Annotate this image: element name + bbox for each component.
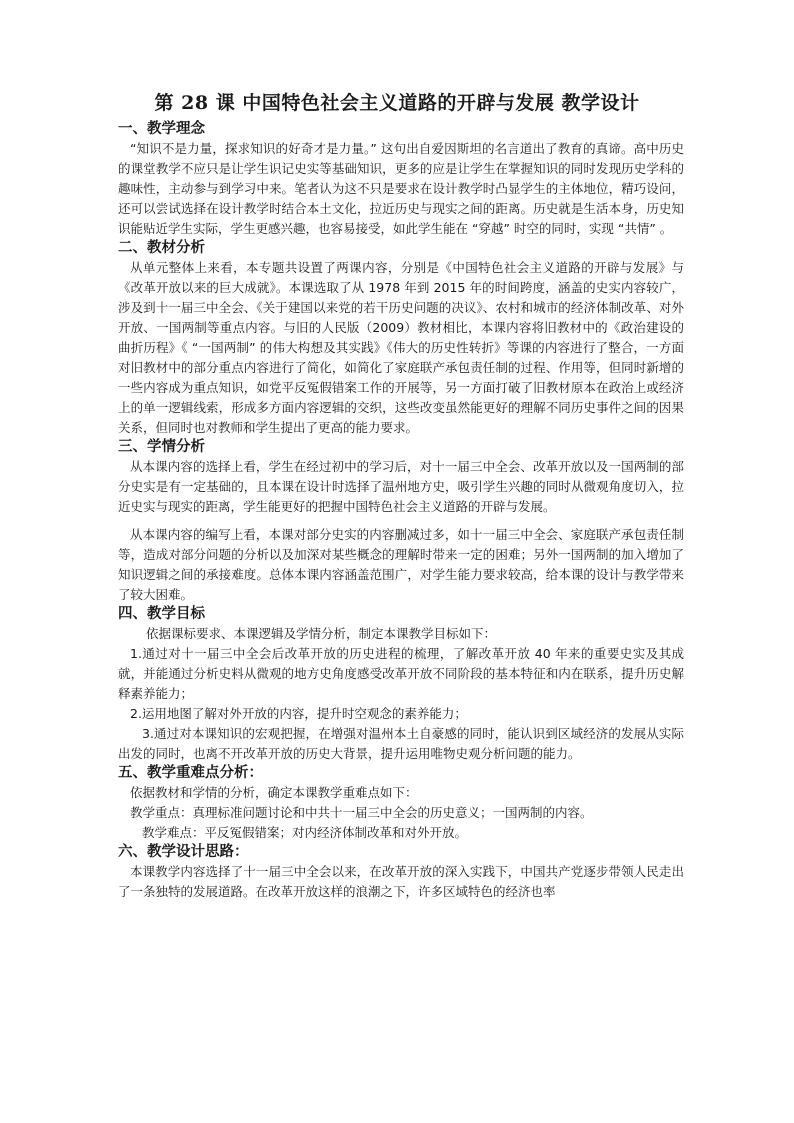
section-teaching-goals [118,605,684,764]
paragraph: 从单元整体上来看，本专题共设置了两课内容，分别是《中国特色社会主义道路的开辟与发展》与《改革开放以来的巨大成就》。本课选取了从 1978 年到 2015 年的时间跨度，涵盖的史实内容较广，涉及到十一届三中全会、《关于建国以来党的若干历史问题的决议》、农村和城市的经济体制改革、对外开放、一国两制等重点内容。与旧的人民版（2009）教材相比，本课内容将旧教材中的《政治建设的曲折历程》《 “一国两制” 的伟大构想及其实践》《伟大的历史性转折》等课的内容进行了整合，一方面对旧教材中的部分重点内容进行了简化，如简化了家庭联产承包责任制的过程、作用等，但同时新增的一些内容成为重点知识，如党平反冤假错案工作的开展等，另一方面打破了旧教材原本在政治上或经济上的单一逻辑线索，形成多方面内容逻辑的交织，这些改变虽然能更好的理解不同历史事件之间的因果关系，但同时也对教师和学生提出了更高的能力要求。 [118,260,684,435]
paragraph: 本课教学内容选择了十一届三中全会以来，在改革开放的深入实践下，中国共产党逐步带领人民走出了一条独特的发展道路。在改革开放这样的浪潮之下，许多区域特色的经济也率 [118,864,684,899]
paragraph: 从本课内容的编写上看，本课对部分史实的内容删减过多，如十一届三中全会、家庭联产承包责任制等，造成对部分问题的分析以及加深对某些概念的理解时带来一定的困难；另外一国两制的加入增加了知识逻辑之间的承接难度。总体本课内容涵盖范围广，对学生能力要求较高，给本课的设计与教学带来了较大困难。 [118,527,684,602]
section-heading: 四、教学目标 [118,606,205,622]
section-heading: 三、学情分析 [118,439,205,455]
section-heading: 六、教学设计思路： [118,844,249,860]
goal-item: 1.通过对十一届三中全会后改革开放的历史进程的梳理，了解改革开放 40 年来的重要史实及其成就，并能通过分析史料从微观的地方史角度感受改革开放不同阶段的基本特征和内在联系，提升历史解释素养能力； [118,646,684,701]
paragraph: 依据教材和学情的分析，确定本课教学重难点如下： [130,785,418,800]
section-heading: 五、教学重难点分析： [118,765,263,781]
document-body [118,120,684,902]
section-teaching-philosophy [118,120,684,239]
section-textbook-analysis [118,239,684,438]
section-learner-analysis [118,438,684,605]
section-heading: 二、教材分析 [118,240,205,256]
section-key-difficult-points [118,764,684,843]
paragraph: “知识不是力量，探求知识的好奇才是力量。” 这句出自爱因斯坦的名言道出了教育的真谛。高中历史的课堂教学不应只是让学生识记史实等基础知识，更多的应是让学生在掌握知识的同时发现历史学科的趣味性，主动参与到学习中来。笔者认为这不只是要求在设计教学时凸显学生的主体地位，精巧设问，还可以尝试选择在设计教学时结合本土文化，拉近历史与现实之间的距离。历史就是生活本身，历史知识能贴近学生实际，学生更感兴趣，也容易接受，如此学生能在 “穿越” 时空的同时，实现 “共情” 。 [118,141,684,236]
document-title: 第 28 课 中国特色社会主义道路的开辟与发展 教学设计 [154,92,640,114]
section-design-approach [118,843,684,902]
paragraph: 依据课标要求、本课逻辑及学情分析，制定本课教学目标如下： [146,626,497,641]
key-points: 教学重点：真理标准问题讨论和中共十一届三中全会的历史意义；一国两制的内容。 [130,805,593,820]
difficult-points: 教学难点：平反冤假错案；对内经济体制改革和对外开放。 [142,825,468,840]
goal-item: 3.通过对本课知识的宏观把握，在增强对温州本土自豪感的同时，能认识到区域经济的发展从实际出发的同时，也离不开改革开放的历史大背景，提升运用唯物史观分析问题的能力。 [118,726,684,761]
paragraph: 从本课内容的选择上看，学生在经过初中的学习后，对十一届三中全会、改革开放以及一国两制的部分史实是有一定基础的，且本课在设计时选择了温州地方史，吸引学生兴趣的同时从微观角度切入，拉近史实与现实的距离，学生能更好的把握中国特色社会主义道路的开辟与发展。 [118,459,684,514]
section-heading: 一、教学理念 [118,121,205,137]
goal-item: 2.运用地图了解对外开放的内容，提升时空观念的素养能力； [130,706,467,721]
